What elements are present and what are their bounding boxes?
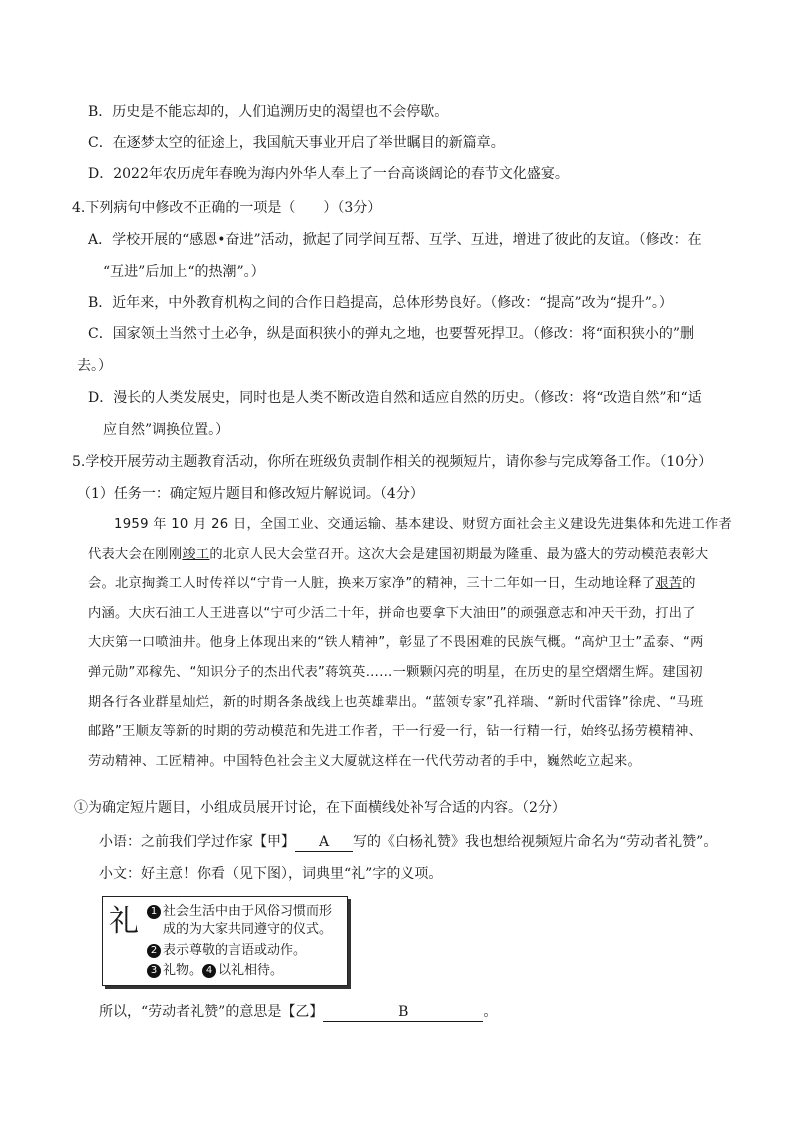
passage-text: 的北京人民大会堂召开。这次大会是建国初期最为隆重、最为盛大的劳动模范表彰大 bbox=[209, 546, 709, 562]
definition-1-cont: 成的为大家共同遵守的仪式。 bbox=[163, 922, 333, 937]
passage-line bbox=[88, 540, 728, 570]
conclusion-line bbox=[99, 1002, 497, 1022]
dialogue-xiaowen: 小文：好主意！你看（见下图），词典里“礼”字的义项。 bbox=[99, 866, 443, 882]
sense-number-1: 1 bbox=[147, 905, 161, 919]
passage-line: 内涵。大庆石油工人王进喜以“宁可少活二十年，拼命也要拿下大油田”的顽强意志和冲天干劲，打出了 bbox=[88, 605, 696, 621]
question-5-stem: 5.学校开展劳动主题教育活动，你所在班级负责制作相关的视频短片，请你参与完成筹备工作。（10分） bbox=[72, 454, 713, 470]
passage-line: 大庆第一口喷油井。他身上体现出来的“铁人精神”，彰显了不畏困难的民族气概。“高炉卫士”孟泰、“两 bbox=[88, 635, 704, 651]
passage-text: 代表大会在刚刚 bbox=[88, 546, 183, 562]
definition-2 bbox=[147, 942, 306, 960]
question-4-stem: 4.下列病句中修改不正确的一项是（ ）（3分） bbox=[72, 200, 382, 216]
definition-text: 礼物。 bbox=[163, 963, 203, 978]
passage-line bbox=[88, 569, 728, 599]
option-c-q4-line1: C．国家领土当然寸土必争，纵是面积狭小的弹丸之地，也要誓死捍卫。（修改：将“面积狭小的”删 bbox=[88, 326, 695, 342]
option-c-q3: C．在逐梦太空的征途上，我国航天事业开启了举世瞩目的新篇章。 bbox=[88, 135, 505, 151]
option-b-q3: B．历史是不能忘却的，人们追溯历史的渴望也不会停歇。 bbox=[88, 104, 449, 120]
definition-1 bbox=[147, 903, 332, 921]
dialogue-xiaoyu bbox=[99, 832, 717, 852]
conclusion-text: 。 bbox=[483, 1004, 498, 1020]
passage-text: 的 bbox=[682, 576, 696, 592]
option-d-q4-line1: D．漫长的人类发展史，同时也是人类不断改造自然和适应自然的历史。（修改：将“改造自然”和“适 bbox=[88, 390, 702, 406]
passage-text: 会。北京掏粪工人时传祥以“宁肯一人脏，换来万家净”的精神，三十二年如一日，生动地诠释了 bbox=[88, 576, 656, 592]
passage-line: 弹元勋”邓稼先、“知识分子的杰出代表”蒋筑英……一颗颗闪亮的明星，在历史的星空熠熠生辉。建国初 bbox=[88, 664, 703, 680]
narration-passage bbox=[88, 510, 732, 776]
passage-line: 邮路”王顺友等新的时期的劳动模范和先进工作者，干一行爱一行，钻一行精一行，始终弘扬劳模精神、 bbox=[88, 724, 703, 740]
passage-line: 期各行各业群星灿烂，新的时期各条战线上也英雄辈出。“蓝领专家”孔祥瑞、“新时代雷锋”徐虎、“马班 bbox=[88, 694, 704, 710]
option-b-q4: B．近年来，中外教育机构之间的合作日趋提高，总体形势良好。（修改：“提高”改为“提升”。） bbox=[88, 295, 673, 311]
sense-number-2: 2 bbox=[147, 944, 161, 958]
underlined-word: 艰苦 bbox=[655, 576, 683, 592]
definition-text: 表示尊敬的言语或动作。 bbox=[163, 943, 307, 958]
underlined-word: 竣工 bbox=[182, 546, 210, 562]
option-d-q4-line2: 应自然”调换位置。） bbox=[103, 422, 230, 438]
definition-text: 社会生活中由于风俗习惯而形 bbox=[163, 904, 333, 919]
passage-line: 劳动精神、工匠精神。中国特色社会主义大厦就这样在一代代劳动者的手中，巍然屹立起来。 bbox=[88, 753, 641, 769]
option-c-q4-line2: 去。） bbox=[77, 358, 112, 374]
passage-line: 1959 年 10 月 26 日，全国工业、交通运输、基本建设、财贸方面社会主义建设先进集体和先进工作者 bbox=[114, 517, 732, 532]
sense-number-3: 3 bbox=[147, 964, 161, 978]
conclusion-text: 所以，“劳动者礼赞”的意思是【乙】 bbox=[99, 1004, 324, 1020]
option-a-q4-line1: A．学校开展的“感恩•奋进”活动，掀起了同学间互帮、互学、互进，增进了彼此的友谊。（修改：在 bbox=[88, 232, 702, 248]
sub-question-1: ①为确定短片题目，小组成员展开讨论，在下面横线处补写合适的内容。（2分） bbox=[74, 800, 566, 816]
definition-text: 以礼相待。 bbox=[218, 963, 284, 978]
dictionary-headword: 礼 bbox=[109, 904, 139, 939]
answer-blank-b[interactable]: B bbox=[323, 1003, 483, 1022]
dialogue-text: 写的《白杨礼赞》我也想给视频短片命名为“劳动者礼赞”。 bbox=[353, 834, 718, 850]
sense-number-4: 4 bbox=[202, 964, 216, 978]
dictionary-entry-box bbox=[102, 896, 348, 986]
option-a-q4-line2: “互进”后加上“的热潮”。） bbox=[103, 264, 265, 280]
option-d-q3: D．2022年农历虎年春晚为海内外华人奉上了一台高谈阔论的春节文化盛宴。 bbox=[88, 166, 569, 182]
answer-blank-a[interactable]: A bbox=[295, 833, 353, 852]
dialogue-text: 小语：之前我们学过作家【甲】 bbox=[99, 834, 295, 850]
definition-3-4 bbox=[147, 962, 283, 980]
task-1-heading: （1）任务一：确定短片题目和修改短片解说词。（4分） bbox=[77, 486, 424, 502]
